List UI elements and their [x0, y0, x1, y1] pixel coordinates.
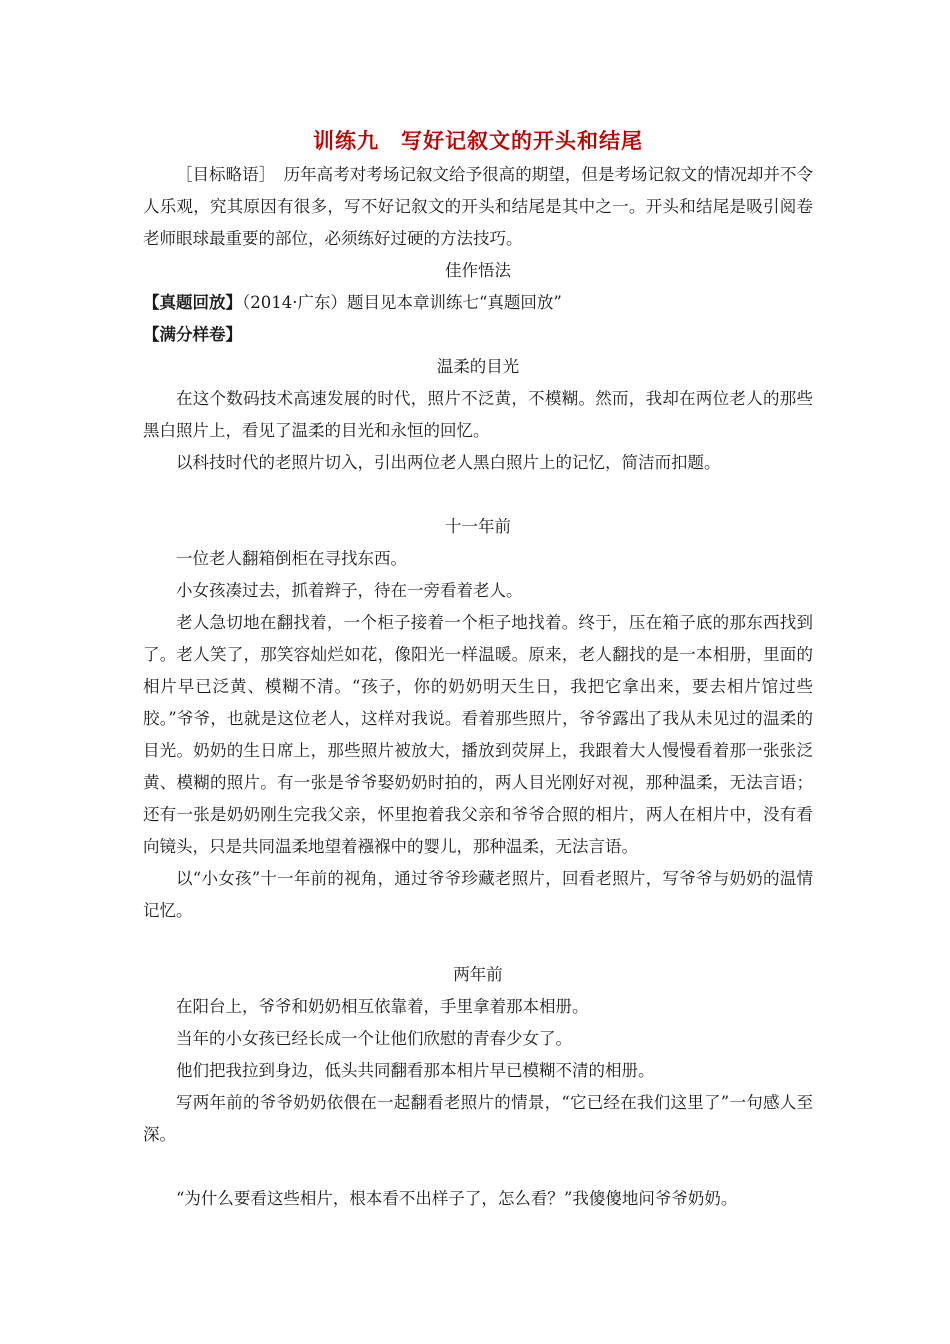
- review-text: （2014·广东）题目见本章训练七“真题回放”: [242, 293, 562, 312]
- part1-paragraph: 小女孩凑过去，抓着辫子，待在一旁看着老人。: [176, 581, 523, 600]
- opening-paragraph: 在这个数码技术高速发展的时代，照片不泛黄，不模糊。然而，我却在两位老人的那些黑白照片上，看见了温柔的目光和永恒的回忆。: [143, 389, 813, 440]
- part2-heading: 两年前: [453, 965, 503, 984]
- section-heading: 佳作悟法: [445, 261, 511, 280]
- part1-comment: 以“小女孩”十一年前的视角，通过爷爷珍藏老照片，回看老照片，写爷爷与奶奶的温情记忆。: [143, 869, 813, 920]
- review-tag: 【真题回放】: [143, 293, 242, 312]
- part1-paragraph: 老人急切地在翻找着，一个柜子接着一个柜子地找着。终于，压在箱子底的那东西找到了。老人笑了，那笑容灿烂如花，像阳光一样温暖。原来，老人翻找的是一本相册，里面的相片早已泛黄、模糊不清。“孩子，你的奶奶明天生日，我把它拿出来，要去相片馆过些胶。”爷爷，也就是这位老人，这样对我说。看着那些照片，爷爷露出了我从未见过的温柔的目光。奶奶的生日席上，那些照片被放大，播放到荧屏上，我跟着大人慢慢看着那一张张泛黄、模糊的照片。有一张是爷爷娶奶奶时拍的，两人目光刚好对视，那种温柔，无法言语；还有一张是奶奶刚生完我父亲，怀里抱着我父亲和爷爷合照的相片，两人在相片中，没有看向镜头，只是共同温柔地望着襁褓中的婴儿，那种温柔，无法言语。: [143, 613, 813, 856]
- opening-comment: 以科技时代的老照片切入，引出两位老人黑白照片上的记忆，简洁而扣题。: [176, 453, 721, 472]
- spacer: [143, 479, 813, 511]
- essay-title: 温柔的目光: [436, 357, 520, 376]
- title-main: 训练九: [313, 128, 379, 153]
- spacer: [143, 927, 813, 959]
- closing-quote: “为什么要看这些相片，根本看不出样子了，怎么看？”我傻傻地问爷爷奶奶。: [176, 1189, 738, 1208]
- title-sub: 写好记叙文的开头和结尾: [401, 128, 643, 153]
- part2-comment: 写两年前的爷爷奶奶依偎在一起翻看老照片的情景，“它已经在我们这里了”一句感人至深。: [143, 1093, 813, 1144]
- review-line: [143, 287, 813, 319]
- part1-heading: 十一年前: [445, 517, 511, 536]
- part1-paragraph: 一位老人翻箱倒柜在寻找东西。: [176, 549, 407, 568]
- spacer: [143, 1151, 813, 1183]
- document-page: [143, 125, 813, 1215]
- sample-tag: 【满分样卷】: [143, 325, 242, 344]
- intro-paragraph: ［目标略语］ 历年高考对考场记叙文给予很高的期望，但是考场记叙文的情况却并不令人乐观，究其原因有很多，写不好记叙文的开头和结尾是其中之一。开头和结尾是吸引阅卷老师眼球最重要的部位，必须练好过硬的方法技巧。: [143, 165, 813, 248]
- page-title: [143, 125, 813, 157]
- part2-paragraph: 当年的小女孩已经长成一个让他们欣慰的青春少女了。: [176, 1029, 572, 1048]
- part2-paragraph: 他们把我拉到身边，低头共同翻看那本相片早已模糊不清的相册。: [176, 1061, 655, 1080]
- part2-paragraph: 在阳台上，爷爷和奶奶相互依靠着，手里拿着那本相册。: [176, 997, 589, 1016]
